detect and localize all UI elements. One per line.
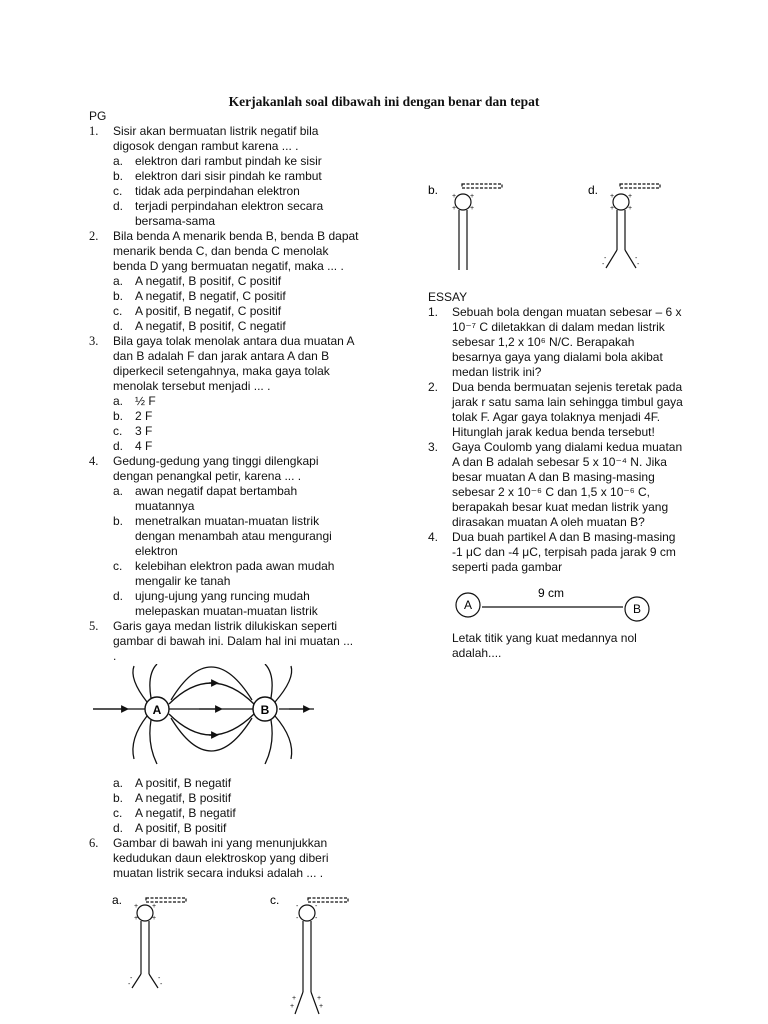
question-text: Garis gaya medan listrik dilukiskan seperti gambar di bawah ini. Dalam hal ini muatan ... . (113, 619, 354, 663)
electroscope-figure-ac (110, 892, 390, 1016)
electroscope-label-d: d. (588, 183, 599, 197)
option (113, 319, 359, 334)
option-text: A negatif, B positif, C positif (135, 274, 282, 288)
svg-text:+: + (292, 995, 297, 1002)
svg-text:+: + (452, 193, 457, 200)
electroscope-label-a: a. (112, 893, 123, 907)
question-number: 1. (89, 124, 99, 138)
svg-text:+: + (317, 995, 322, 1002)
essay-followup: Letak titik yang kuat medannya nol adalah.... (452, 631, 637, 660)
option (113, 394, 359, 409)
option (113, 199, 359, 229)
option (113, 424, 359, 439)
option-label: d. (113, 821, 124, 835)
option (113, 484, 359, 514)
option-text: awan negatif dapat bertambah muatannya (135, 484, 298, 513)
option-label: a. (113, 274, 124, 288)
option-label: b. (113, 289, 124, 303)
essay-question-2 (428, 380, 686, 440)
question-text: Sebuah bola dengan muatan sebesar – 6 x 10⁻⁷ C diletakkan di dalam medan listrik sebesar 1,2 x 10⁶ N/C. Berapakah besarnya gaya yang dialami bola akibat medan listrik ini? (452, 305, 682, 379)
electroscope-label-c: c. (270, 893, 280, 907)
option-label: d. (113, 439, 124, 453)
option-text: ujung-ujung yang runcing mudah melepaskan muatan-muatan listrik (135, 589, 318, 618)
option-label: c. (113, 184, 123, 198)
question-number: 1. (428, 305, 439, 319)
svg-text:-: - (130, 975, 133, 982)
option-label: c. (113, 559, 123, 573)
charge-a-label: A (152, 703, 162, 717)
option-label: c. (113, 304, 123, 318)
svg-text:+: + (134, 915, 139, 922)
option-text: kelebihan elektron pada awan mudah mengalir ke tanah (135, 559, 335, 588)
pg-question-5 (89, 619, 359, 836)
svg-text:-: - (602, 261, 605, 268)
option-text: menetralkan muatan-muatan listrik dengan menambah atau mengurangi elektron (135, 514, 332, 558)
essay-heading: ESSAY (428, 290, 468, 304)
option-label: a. (113, 484, 124, 498)
question-number: 4. (89, 454, 99, 468)
page-title: Kerjakanlah soal dibawah ini dengan benar dan tepat (228, 94, 540, 109)
option-text: tidak ada perpindahan elektron (135, 184, 300, 198)
option-label: d. (113, 319, 124, 333)
option (113, 439, 359, 454)
svg-text:+: + (610, 193, 615, 200)
svg-text:-: - (635, 255, 638, 262)
option (113, 154, 359, 169)
essay-section (428, 290, 686, 661)
option (113, 559, 359, 589)
pg-question-1 (89, 124, 359, 229)
option (113, 514, 359, 559)
question-text: Gambar di bawah ini yang menunjukkan kedudukan daun elektroskop yang diberi muatan listrik secara induksi adalah ... . (113, 836, 329, 880)
option-label: b. (113, 514, 124, 528)
svg-text:-: - (158, 975, 161, 982)
option-label: c. (113, 806, 123, 820)
option-text: A negatif, B positif, C negatif (135, 319, 286, 333)
option-label: b. (113, 169, 124, 183)
field-lines-figure (89, 664, 359, 768)
essay-question-4 (428, 530, 686, 575)
svg-text:-: - (160, 981, 163, 988)
option-text: A positif, B negatif, C positif (135, 304, 282, 318)
option-label: b. (113, 409, 124, 423)
question-text: Sisir akan bermuatan listrik negatif bila digosok dengan rambut karena ... . (113, 124, 319, 153)
question-number: 3. (428, 440, 439, 454)
svg-text:+: + (628, 193, 633, 200)
svg-text:-: - (604, 255, 607, 262)
question-text: Bila benda A menarik benda B, benda B dapat menarik benda C, dan benda C menolak benda D yang bermuatan negatif, maka ... . (113, 229, 359, 273)
pg-question-3 (89, 334, 359, 454)
option-text: A positif, B positif (135, 821, 227, 835)
option-label: d. (113, 589, 124, 603)
electroscope-label-b: b. (428, 183, 439, 197)
svg-text:-: - (296, 915, 299, 922)
svg-text:-: - (296, 903, 299, 910)
option-text: A negatif, B positif (135, 791, 232, 805)
option (113, 776, 359, 791)
electroscope-figure-bd (428, 178, 688, 278)
svg-text:+: + (152, 903, 157, 910)
option (113, 274, 359, 289)
option (113, 821, 359, 836)
distance-figure (428, 581, 686, 625)
option-text: 4 F (135, 439, 153, 453)
question-number: 5. (89, 619, 99, 633)
pg-section (89, 109, 359, 881)
option-label: a. (113, 394, 124, 408)
option-label: c. (113, 424, 123, 438)
question-text: Bila gaya tolak menolak antara dua muatan A dan B adalah F dan jarak antara A dan B diperkecil setengahnya, maka gaya tolak menolak tersebut menjadi ... . (113, 334, 354, 393)
question-number: 2. (89, 229, 99, 243)
svg-text:-: - (315, 903, 318, 910)
particle-a-label: A (463, 598, 473, 612)
question-text: Dua buah partikel A dan B masing-masing -1 μC dan -4 μC, terpisah pada jarak 9 cm seperti pada gambar (452, 530, 676, 574)
svg-text:+: + (470, 205, 475, 212)
question-number: 3. (89, 334, 99, 348)
charge-b-label: B (260, 703, 270, 717)
option (113, 304, 359, 319)
option (113, 806, 359, 821)
svg-text:+: + (628, 205, 633, 212)
option (113, 169, 359, 184)
question-number: 6. (89, 836, 99, 850)
option-text: 3 F (135, 424, 153, 438)
option (113, 589, 359, 619)
option-text: terjadi perpindahan elektron secara bersama-sama (135, 199, 324, 228)
essay-question-3 (428, 440, 686, 530)
svg-text:-: - (315, 915, 318, 922)
essay-question-1 (428, 305, 686, 380)
pg-heading: PG (89, 109, 107, 123)
option-text: ½ F (135, 394, 156, 408)
option (113, 184, 359, 199)
pg-question-6 (89, 836, 359, 881)
pg-question-2 (89, 229, 359, 334)
svg-text:+: + (152, 915, 157, 922)
option-text: 2 F (135, 409, 153, 423)
option-label: b. (113, 791, 124, 805)
particle-b-label: B (632, 602, 642, 616)
option-label: a. (113, 154, 124, 168)
option-label: a. (113, 776, 124, 790)
option-text: A negatif, B negatif (135, 806, 236, 820)
svg-text:+: + (290, 1003, 295, 1010)
svg-text:+: + (452, 205, 457, 212)
option-label: d. (113, 199, 124, 213)
option (113, 791, 359, 806)
option (113, 409, 359, 424)
option-text: elektron dari sisir pindah ke rambut (135, 169, 322, 183)
svg-text:+: + (134, 903, 139, 910)
option-text: elektron dari rambut pindah ke sisir (135, 154, 322, 168)
svg-text:-: - (128, 981, 131, 988)
question-number: 2. (428, 380, 439, 394)
svg-text:+: + (470, 193, 475, 200)
question-text: Dua benda bermuatan sejenis teretak pada jarak r satu sama lain sehingga timbul gaya tolak F. Agar gaya tolaknya menjadi 4F. Hitunglah jarak kedua benda tersebut! (452, 380, 683, 439)
question-text: Gedung-gedung yang tinggi dilengkapi dengan penangkal petir, karena ... . (113, 454, 319, 483)
pg-question-4 (89, 454, 359, 619)
question-text: Gaya Coulomb yang dialami kedua muatan A dan B adalah sebesar 5 x 10⁻⁴ N. Jika besar muatan A dan B masing-masing sebesar 2 x 10⁻⁶ C dan 1,5 x 10⁻⁶ C, berapakah besar kuat medan listrik yang dirasakan muatan A oleh muatan B? (452, 440, 683, 529)
option-text: A positif, B negatif (135, 776, 232, 790)
question-number: 4. (428, 530, 439, 544)
svg-text:+: + (610, 205, 615, 212)
distance-label: 9 cm (537, 586, 565, 600)
svg-text:+: + (319, 1003, 324, 1010)
svg-text:-: - (637, 261, 640, 268)
option-text: A negatif, B negatif, C positif (135, 289, 286, 303)
option (113, 289, 359, 304)
